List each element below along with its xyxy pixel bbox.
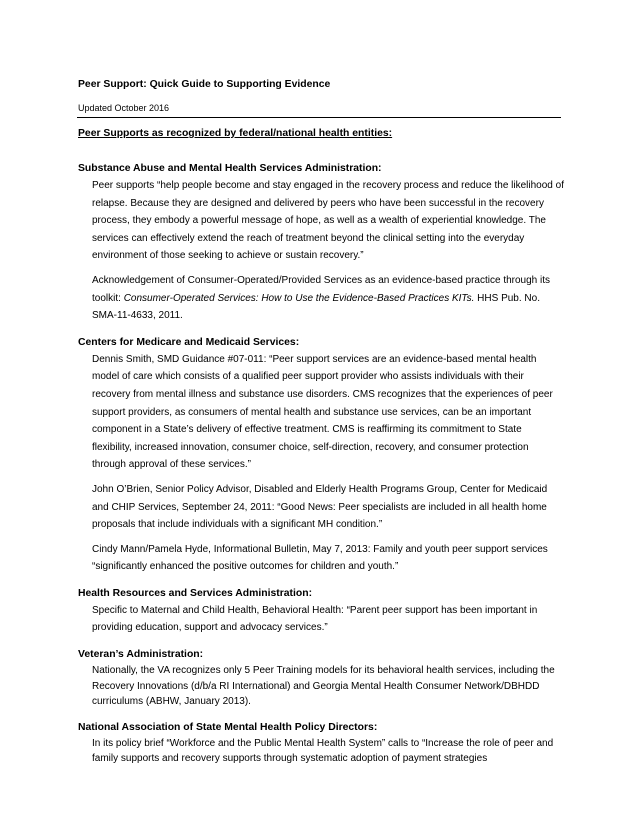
toolkit-title: Consumer-Operated Services: How to Use the Evidence-Based Practices KITs. — [123, 292, 475, 304]
paragraph: Peer supports “help people become and stay engaged in the recovery process and reduce the likelihood of relapse. Because they are designed and delivered by peers who have been successful in the recovery process, they embody a powerful message of hope, as well as a wealth of experiential knowledge. The services can effectively extend the reach of treatment beyond the clinical setting into the everyday environment of those seeking to achieve or sustain recovery.” — [92, 180, 564, 262]
paragraph: Cindy Mann/Pamela Hyde, Informational Bulletin, May 7, 2013: Family and youth peer support services “significantly enhanced the positive outcomes for children and youth.” — [92, 543, 548, 573]
organization-va — [78, 646, 564, 710]
paragraph — [92, 272, 564, 325]
document-title: Peer Support: Quick Guide to Supporting Evidence — [78, 79, 331, 90]
organization-name: National Association of State Mental Health Policy Directors: — [78, 721, 378, 733]
organization-samhsa — [78, 160, 564, 325]
paragraph-text: HHS Pub. No. SMA-11-4633, 2011. — [92, 292, 540, 322]
section-heading: Peer Supports as recognized by federal/national health entities: — [78, 128, 393, 139]
organization-name: Health Resources and Services Administration: — [78, 587, 313, 599]
paragraph: Nationally, the VA recognizes only 5 Peer Training models for its behavioral health services, including the Recovery Innovations (d/b/a RI International) and Georgia Mental Health Consumer Network/DBHDD curriculums (ABHW, January 2013). — [92, 665, 555, 708]
paragraph: John O’Brien, Senior Policy Advisor, Disabled and Elderly Health Programs Group, Center for Medicaid and CHIP Services, September 24, 2011: “Good News: Peer specialists are included in all health home proposals that include individuals with a significant MH condition.” — [92, 483, 548, 531]
paragraph: In its policy brief “Workforce and the Public Mental Health System” calls to “Increase the role of peer and family supports and recovery supports through systematic adoption of payment strategies — [92, 737, 554, 765]
updated-date: Updated October 2016 — [78, 103, 170, 113]
organization-cms — [78, 334, 564, 576]
header-divider — [77, 117, 561, 118]
paragraph: Dennis Smith, SMD Guidance #07-011: “Peer support services are an evidence-based mental health model of care which consists of a qualified peer support provider who assists individuals with their recovery from mental illness and substance use disorders. CMS recognizes that the experiences of peer support providers, as consumers of mental health and substance use services, can be an important component in a State’s delivery of effective treatment. CMS is reaffirming its commitment to State flexibility, increased innovation, consumer choice, self-direction, recovery, and consumer protection through approval of these services.” — [92, 353, 553, 471]
paragraph-text: Acknowledgement of Consumer-Operated/Provided Services as an evidence-based practice through its toolkit: — [92, 274, 551, 304]
organization-nasmhpd — [78, 719, 564, 767]
organization-name: Veteran’s Administration: — [78, 649, 204, 661]
organization-hrsa — [78, 585, 564, 637]
organization-name: Centers for Medicare and Medicaid Services: — [78, 336, 300, 348]
organization-list — [78, 160, 564, 776]
organization-name: Substance Abuse and Mental Health Services Administration: — [78, 163, 382, 174]
paragraph: Specific to Maternal and Child Health, Behavioral Health: “Parent peer support has been important in providing education, support and advocacy services.” — [92, 604, 538, 634]
